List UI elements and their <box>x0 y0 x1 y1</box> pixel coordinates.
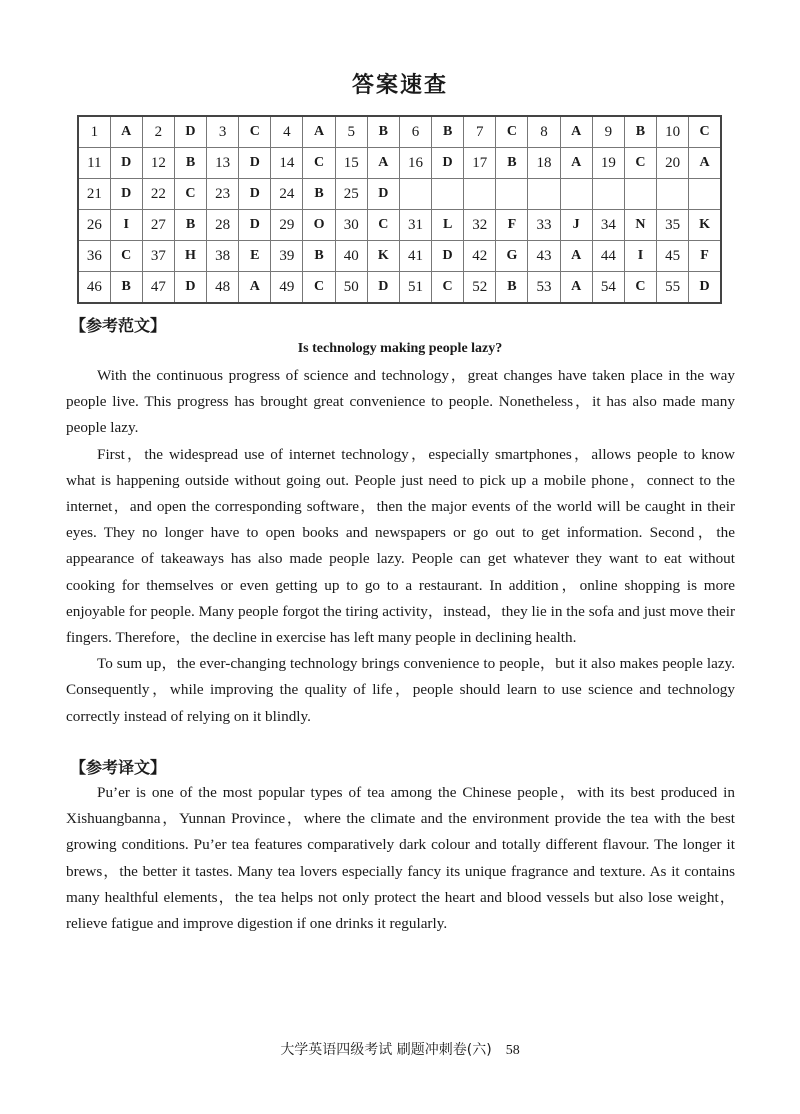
essay-title: Is technology making people lazy? <box>297 341 503 356</box>
answer-cell: C <box>303 272 335 304</box>
answer-cell: D <box>367 179 399 210</box>
question-number-cell: 8 <box>528 116 560 148</box>
question-number-cell: 49 <box>271 272 303 304</box>
question-number-cell: 51 <box>399 272 431 304</box>
answer-cell: D <box>174 272 206 304</box>
answer-cell: C <box>689 116 721 148</box>
question-number-cell: 32 <box>464 210 496 241</box>
answer-cell: K <box>367 241 399 272</box>
question-number-cell: 14 <box>271 148 303 179</box>
answer-cell: D <box>110 179 142 210</box>
table-row <box>78 116 721 148</box>
answer-cell: B <box>303 179 335 210</box>
question-number-cell: 19 <box>592 148 624 179</box>
page-footer <box>0 1039 800 1059</box>
question-number-cell: 23 <box>207 179 239 210</box>
question-number-cell: 38 <box>207 241 239 272</box>
question-number-cell: 50 <box>335 272 367 304</box>
question-number-cell: 10 <box>657 116 689 148</box>
question-number-cell: 44 <box>592 241 624 272</box>
answer-cell: A <box>303 116 335 148</box>
answer-cell: D <box>239 148 271 179</box>
question-number-cell: 15 <box>335 148 367 179</box>
question-number-cell <box>657 179 689 210</box>
question-number-cell: 35 <box>657 210 689 241</box>
question-number-cell: 6 <box>399 116 431 148</box>
translation-paragraph-1: Pu’er is one of the most popular types of tea among the Chinese people，with its best produced in Xishuangbanna，Yunnan Province，where the climate and the environment provide the tea with the best growing conditions. Pu’er tea features comparatively dark colour and totally different flavour. The longer it brews，the better it tastes. Many tea lovers especially fancy its unique fragrance and texture. As it contains many healthful elements，the tea helps not only protect the heart and blood vessels but also lose weight，relieve fatigue and improve digestion if one drinks it regularly. <box>66 784 735 933</box>
essay-paragraph-2: First，the widespread use of internet technology，especially smartphones，allows people to know what is happening outside without going out. People just need to pick up a mobile phone，connect to the internet，and open the corresponding software，then the major events of the world will be caught in their eyes. They no longer have to open books and newspapers or go out to get information. Second，the appearance of takeaways has also made people lazy. People can get whatever they want to eat without cooking for themselves or even getting up to go to a restaurant. In addition，online shopping is more enjoyable for people. Many people forgot the tiring activity，instead，they lie in the sofa and just move their fingers. Therefore，the decline in exercise has left many people in declining health. <box>66 445 735 647</box>
question-number-cell: 22 <box>142 179 174 210</box>
question-number-cell: 7 <box>464 116 496 148</box>
question-number-cell: 33 <box>528 210 560 241</box>
answer-cell: B <box>624 116 656 148</box>
question-number-cell: 3 <box>207 116 239 148</box>
page-title: 答案速查 <box>351 73 448 98</box>
page-number: 58 <box>505 1043 520 1058</box>
question-number-cell: 21 <box>78 179 110 210</box>
answer-cell: O <box>303 210 335 241</box>
question-number-cell: 53 <box>528 272 560 304</box>
answer-cell <box>624 179 656 210</box>
question-number-cell: 27 <box>142 210 174 241</box>
answer-key-table <box>77 115 722 304</box>
question-number-cell: 30 <box>335 210 367 241</box>
question-number-cell: 24 <box>271 179 303 210</box>
answer-cell: B <box>496 148 528 179</box>
answer-cell: D <box>432 148 464 179</box>
question-number-cell: 46 <box>78 272 110 304</box>
question-number-cell: 41 <box>399 241 431 272</box>
question-number-cell: 16 <box>399 148 431 179</box>
answer-cell: I <box>110 210 142 241</box>
answer-cell <box>689 179 721 210</box>
answer-cell: J <box>560 210 592 241</box>
question-number-cell <box>592 179 624 210</box>
question-number-cell: 34 <box>592 210 624 241</box>
answer-cell: B <box>432 116 464 148</box>
answer-cell: D <box>239 179 271 210</box>
answer-cell: A <box>560 272 592 304</box>
question-number-cell <box>528 179 560 210</box>
question-number-cell: 2 <box>142 116 174 148</box>
question-number-cell: 55 <box>657 272 689 304</box>
answer-cell: G <box>496 241 528 272</box>
question-number-cell: 42 <box>464 241 496 272</box>
answer-cell: B <box>496 272 528 304</box>
question-number-cell: 48 <box>207 272 239 304</box>
translation-section-label: 【参考译文】 <box>70 758 167 777</box>
question-number-cell: 25 <box>335 179 367 210</box>
answer-cell: C <box>303 148 335 179</box>
answer-cell: N <box>624 210 656 241</box>
answer-cell: C <box>110 241 142 272</box>
answer-cell: C <box>496 116 528 148</box>
footer-book-title: 大学英语四级考试 刷题冲刺卷(六) <box>280 1042 492 1058</box>
essay-body <box>66 363 735 730</box>
answer-table-body <box>78 116 721 303</box>
question-number-cell: 9 <box>592 116 624 148</box>
question-number-cell: 54 <box>592 272 624 304</box>
question-number-cell: 26 <box>78 210 110 241</box>
answer-cell: B <box>174 148 206 179</box>
answer-cell: D <box>432 241 464 272</box>
answer-cell: A <box>689 148 721 179</box>
answer-cell <box>432 179 464 210</box>
answer-cell: A <box>367 148 399 179</box>
answer-cell: D <box>110 148 142 179</box>
question-number-cell: 52 <box>464 272 496 304</box>
question-number-cell: 5 <box>335 116 367 148</box>
answer-cell: D <box>239 210 271 241</box>
answer-cell: C <box>239 116 271 148</box>
answer-cell <box>496 179 528 210</box>
answer-cell: D <box>367 272 399 304</box>
table-row <box>78 179 721 210</box>
question-number-cell: 39 <box>271 241 303 272</box>
question-number-cell: 31 <box>399 210 431 241</box>
question-number-cell: 11 <box>78 148 110 179</box>
answer-cell: F <box>496 210 528 241</box>
question-number-cell: 29 <box>271 210 303 241</box>
question-number-cell <box>399 179 431 210</box>
question-number-cell: 47 <box>142 272 174 304</box>
answer-cell: A <box>560 148 592 179</box>
question-number-cell: 12 <box>142 148 174 179</box>
question-number-cell: 40 <box>335 241 367 272</box>
table-row <box>78 241 721 272</box>
answer-cell: C <box>174 179 206 210</box>
question-number-cell: 13 <box>207 148 239 179</box>
question-number-cell: 43 <box>528 241 560 272</box>
question-number-cell: 45 <box>657 241 689 272</box>
answer-cell: H <box>174 241 206 272</box>
question-number-cell: 4 <box>271 116 303 148</box>
question-number-cell: 18 <box>528 148 560 179</box>
essay-paragraph-3: To sum up，the ever-changing technology brings convenience to people，but it also makes people lazy. Consequently，while improving the quality of life，people should learn to use science and technology correctly instead of relying on it blindly. <box>66 655 735 725</box>
answer-cell: C <box>432 272 464 304</box>
question-number-cell: 20 <box>657 148 689 179</box>
answer-cell: C <box>367 210 399 241</box>
answer-cell: D <box>174 116 206 148</box>
answer-cell: A <box>239 272 271 304</box>
answer-cell: B <box>367 116 399 148</box>
answer-cell: L <box>432 210 464 241</box>
answer-cell: A <box>110 116 142 148</box>
table-row <box>78 148 721 179</box>
answer-cell: I <box>624 241 656 272</box>
answer-cell: B <box>303 241 335 272</box>
answer-cell: E <box>239 241 271 272</box>
translation-body <box>66 780 735 937</box>
question-number-cell: 17 <box>464 148 496 179</box>
table-row <box>78 272 721 304</box>
question-number-cell: 28 <box>207 210 239 241</box>
answer-cell: B <box>174 210 206 241</box>
answer-cell <box>560 179 592 210</box>
table-row <box>78 210 721 241</box>
answer-cell: K <box>689 210 721 241</box>
answer-cell: A <box>560 241 592 272</box>
answer-cell: A <box>560 116 592 148</box>
answer-cell: C <box>624 148 656 179</box>
answer-cell: B <box>110 272 142 304</box>
answer-cell: D <box>689 272 721 304</box>
question-number-cell: 37 <box>142 241 174 272</box>
essay-paragraph-1: With the continuous progress of science and technology，great changes have taken place in the way people live. This progress has brought great convenience to people. Nonetheless，it has also made many people lazy. <box>66 367 735 437</box>
question-number-cell: 1 <box>78 116 110 148</box>
question-number-cell <box>464 179 496 210</box>
answer-cell: C <box>624 272 656 304</box>
answer-cell: F <box>689 241 721 272</box>
essay-section-label: 【参考范文】 <box>70 316 167 335</box>
question-number-cell: 36 <box>78 241 110 272</box>
